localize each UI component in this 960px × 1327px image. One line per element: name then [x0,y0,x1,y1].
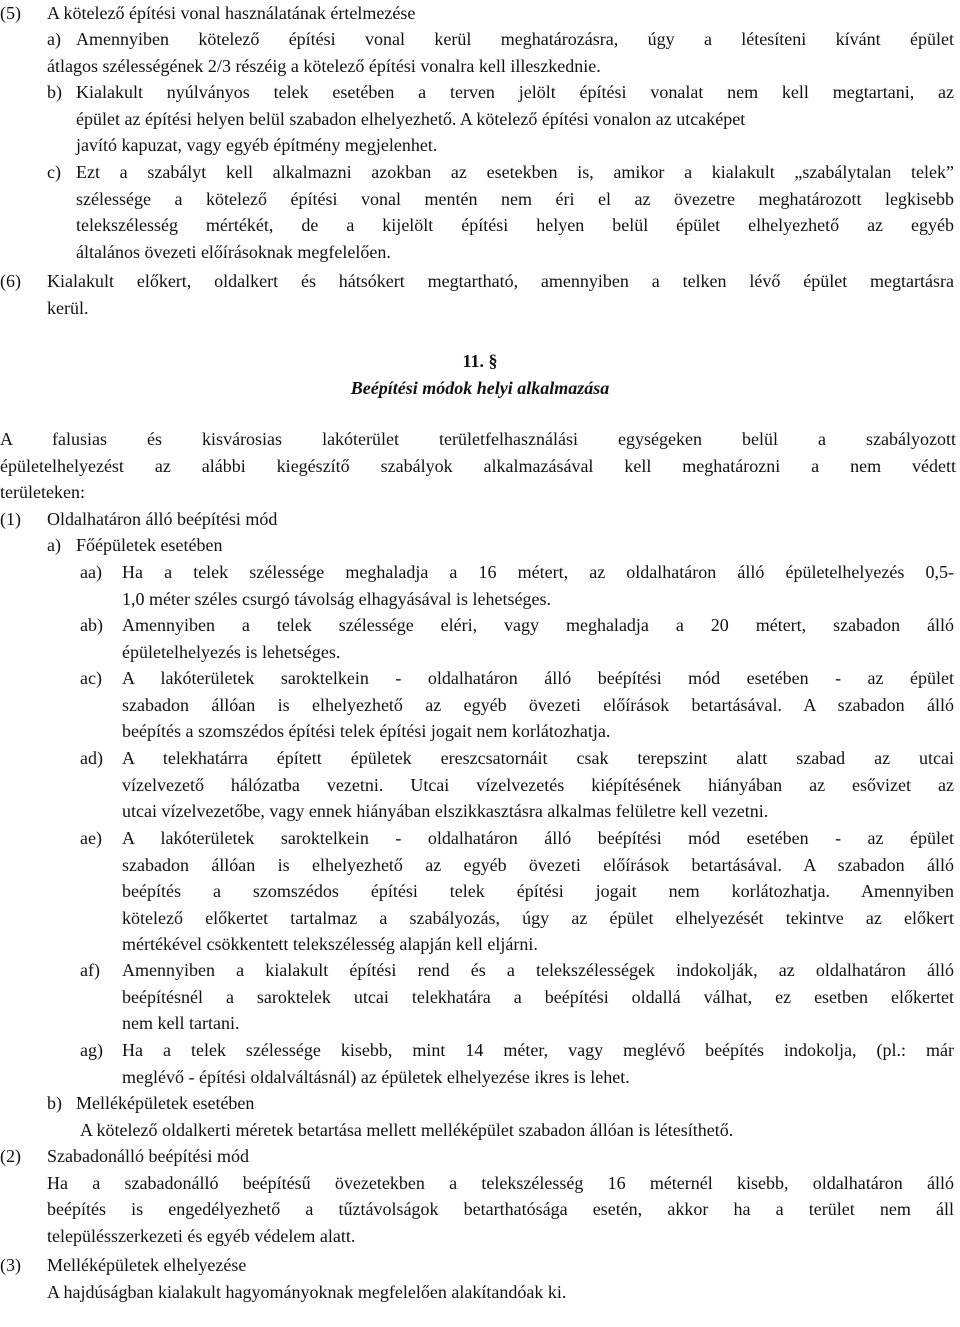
p1-item-ac [0,665,958,745]
p1-item-af [0,957,958,1037]
ag-line-2: meglévő - építési oldalváltásnál) az épületek elhelyezése ikres is lehet. [122,1066,630,1087]
ad-line-2: vízelvezető hálózatba vezetni. Utcai vízelvezetés kiépítésének hiányában az esővizet az [122,774,954,795]
ab-line-2: épületelhelyezés is lehetséges. [122,641,341,662]
paragraph-1-title: Oldalhatáron álló beépítési mód [47,509,278,529]
section-5-title: A kötelező építési vonal használatának értelmezése [47,3,416,23]
p1-b-title: Melléképületek esetében [76,1093,255,1113]
aa-line-2: 1,0 méter széles csurgó távolság elhagyásával is lehetséges. [122,588,552,609]
section-6-line-2: kerül. [47,297,89,318]
paragraph-3-title: Melléképületek elhelyezése [47,1255,247,1275]
paragraph-2-number: (2) [0,1146,21,1166]
paragraph-2 [0,1143,958,1250]
ac-label: ac) [80,668,102,688]
section-11-title: Beépítési módok helyi alkalmazása [350,377,610,398]
paragraph-2-line-2: beépítés is engedélyezhető a tűztávolságok betarthatósága esetén, akkor ha a terület nem áll [47,1199,954,1219]
ae-line-4: kötelező előkertet tartalmaz a szabályozás, úgy az épület elhelyezését tekintve az előkert [122,907,954,928]
p1-item-ad [0,745,958,825]
paragraph-1-number: (1) [0,509,21,529]
paragraph-3-number: (3) [0,1255,21,1275]
ae-line-2: szabadon állóan is elhelyezhető az egyéb övezeti előírások betartásával. A szabadon álló [122,854,954,875]
ad-line-1: A telekhatárra épített épületek ereszcsatornáit csak terepszint alatt szabad az utcai [122,748,954,768]
p1-a-label: a) [47,535,61,555]
item-b-line-2: épület az építési helyen belül szabadon elhelyezhető. A kötelező építési vonalon az utcaképet [76,108,746,129]
af-line-2: beépítésnél a saroktelek utcai telekhatára a beépítési oldallá válhat, ez esetben előkertet [122,986,954,1007]
p1-item-ae [0,825,958,957]
p1-b-label: b) [47,1093,62,1113]
p1-item-ab [0,612,958,665]
item-c-line-4: általános övezeti előírásoknak megfelelően. [76,241,391,262]
ab-line-1: Amennyiben a telek szélessége eléri, vagy meghaladja a 20 métert, szabadon álló [122,615,954,635]
ae-line-1: A lakóterületek saroktelkein - oldalhatáron álló beépítési mód esetében - az épület [122,828,954,848]
item-c-line-2: szélessége a kötelező építési vonal mentén nem éri el az övezetre meghatározott legkisebb [76,188,954,209]
item-a-label: a) [47,29,61,49]
p1-b-line-1: A kötelező oldalkerti méretek betartása mellett melléképület szabadon állóan is létesíthető. [80,1119,734,1140]
p1-a-title: Főépületek esetében [76,535,223,555]
ad-line-3: utcai vízelvezetőbe, vagy ennek hiányában elszikkasztásra alkalmas felületre kell vezetni. [122,801,769,821]
item-b-label: b) [47,82,62,102]
ad-label: ad) [80,748,103,768]
section-6 [0,268,958,348]
ab-label: ab) [80,615,103,635]
section-6-line-1: Kialakult előkert, oldalkert és hátsókert megtartható, amennyiben a telken lévő épület megtartásra [47,271,954,291]
ae-line-5: mértékével csökkentett telekszélesség alapján kell eljárni. [122,934,538,954]
aa-label: aa) [80,562,102,582]
section-5-item-c [0,159,958,266]
item-b-line-1: Kialakult nyúlványos telek esetében a terven jelölt építési vonalat nem kell megtartani, az [76,82,954,102]
intro-paragraph [0,426,958,506]
section-5-number: (5) [0,3,21,23]
ae-line-3: beépítés a szomszédos építési telek építési jogait nem korlátozhatja. Amennyiben [122,881,954,901]
ac-line-2: szabadon állóan is elhelyezhető az egyéb övezeti előírások betartásával. A szabadon álló [122,694,954,715]
item-c-line-3: telekszélesség mértékét, de a kijelölt építési helyen belül épület elhelyezhető az egyéb [76,215,954,235]
intro-line-3: területeken: [0,482,85,502]
item-c-label: c) [47,162,61,182]
ag-line-1: Ha a telek szélessége kisebb, mint 14 méter, vagy meglévő beépítés indokolja, (pl.: már [122,1040,954,1060]
intro-line-2: épületelhelyezést az alábbi kiegészítő szabályok alkalmazásával kell meghatározni a nem védett [0,455,956,476]
intro-line-1: A falusias és kisvárosias lakóterület területfelhasználási egységeken belül a szabályozott [0,429,956,449]
paragraph-2-line-3: településszerkezeti és egyéb védelem alatt. [47,1225,356,1246]
section-5 [0,0,958,26]
section-11-number: 11. § [462,351,498,371]
af-line-3: nem kell tartani. [122,1013,240,1033]
p1-item-ag [0,1037,958,1090]
ae-label: ae) [80,828,102,848]
item-a-line-1: Amennyiben kötelező építési vonal kerül meghatározásra, úgy a létesíteni kívánt épület [76,29,954,49]
item-a-line-2: átlagos szélességének 2/3 részéig a kötelező építési vonalra kell illeszkednie. [47,55,601,76]
item-c-line-1: Ezt a szabályt kell alkalmazni azokban az esetekben is, amikor a kialakult „szabálytalan telek” [76,162,954,182]
item-b-line-3: javító kapuzat, vagy egyéb építmény megjelenhet. [76,135,438,155]
af-label: af) [80,960,100,980]
section-5-item-b [0,79,958,159]
ac-line-3: beépítés a szomszédos építési telek építési jogait nem korlátozhatja. [122,721,611,741]
ag-label: ag) [80,1040,103,1060]
paragraph-3 [0,1252,958,1305]
p1-item-aa [0,559,958,612]
paragraph-1-item-a [0,532,958,559]
ac-line-1: A lakóterületek saroktelkein - oldalhatáron álló beépítési mód esetében - az épület [122,668,954,688]
paragraph-1 [0,506,958,532]
paragraph-1-item-b [0,1090,958,1143]
paragraph-2-line-1: Ha a szabadonálló beépítésű övezetekben a telekszélesség 16 méternél kisebb, oldalhatáron álló [47,1172,954,1193]
af-line-1: Amennyiben a kialakult építési rend és a telekszélességek indokolják, az oldalhatáron álló [122,960,954,980]
aa-line-1: Ha a telek szélessége meghaladja a 16 métert, az oldalhatáron álló épületelhelyezés 0,5- [122,562,954,582]
paragraph-2-title: Szabadonálló beépítési mód [47,1146,249,1166]
section-6-number: (6) [0,271,21,291]
section-5-item-a [0,26,958,79]
paragraph-3-line-1: A hajdúságban kialakult hagyományoknak megfelelően alakítandóak ki. [47,1281,567,1302]
